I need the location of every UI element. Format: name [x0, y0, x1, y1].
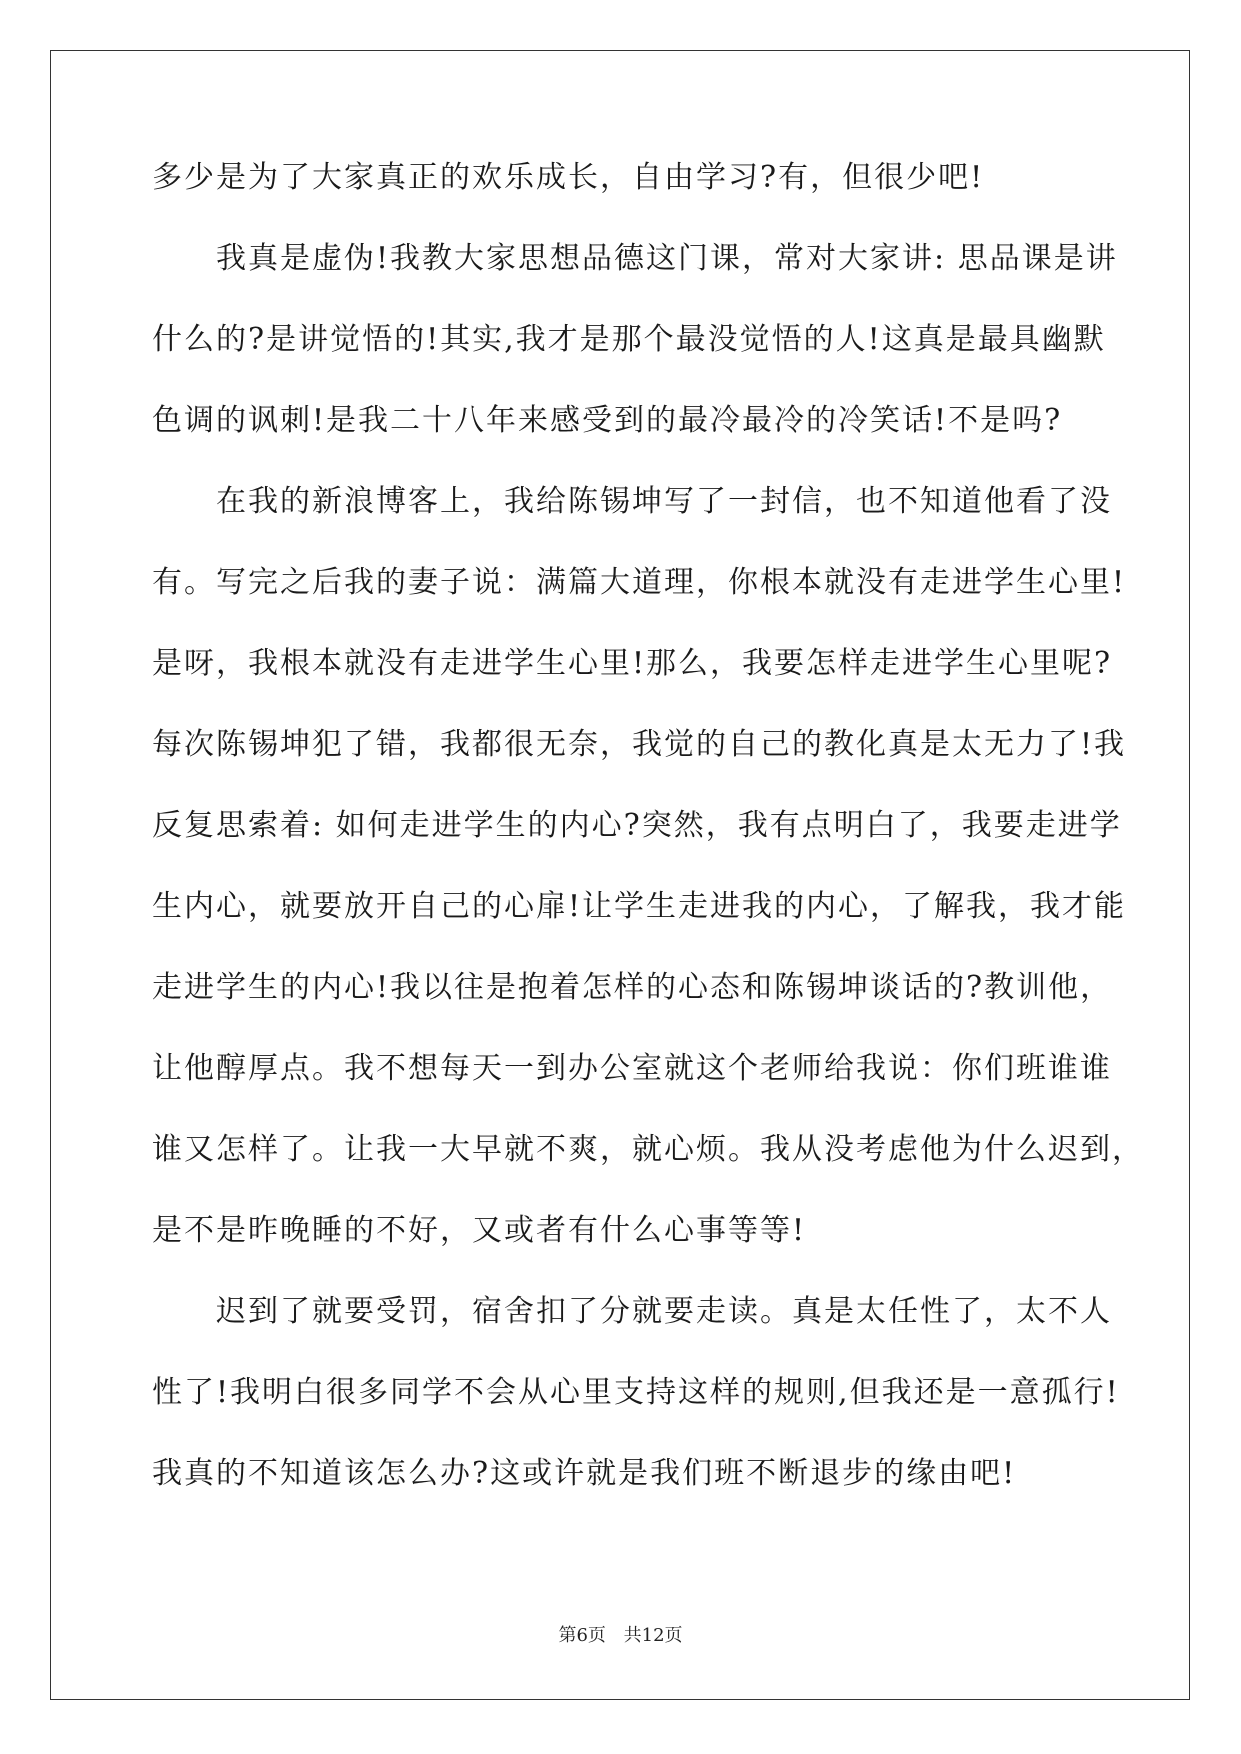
text-line: 谁又怎样了。让我一大早就不爽，就心烦。我从没考虑他为什么迟到， [152, 1132, 1144, 1167]
text-line: 我真的不知道该怎么办?这或许就是我们班不断退步的缘由吧! [152, 1456, 1017, 1491]
page-total: 共12页 [623, 1625, 683, 1646]
text-line: 生内心，就要放开自己的心扉!让学生走进我的内心，了解我，我才能 [152, 889, 1127, 924]
page-footer [0, 1621, 1241, 1647]
text-line: 有。写完之后我的妻子说：满篇大道理，你根本就没有走进学生心里! [152, 565, 1127, 600]
text-line: 是不是昨晚睡的不好，又或者有什么心事等等! [152, 1213, 807, 1248]
text-line: 在我的新浪博客上，我给陈锡坤写了一封信，也不知道他看了没 [152, 484, 1112, 519]
text-line: 什么的?是讲觉悟的!其实,我才是那个最没觉悟的人!这真是最具幽默 [152, 322, 1106, 357]
text-line: 迟到了就要受罚，宿舍扣了分就要走读。真是太任性了，太不人 [152, 1294, 1112, 1329]
text-line: 性了!我明白很多同学不会从心里支持这样的规则,但我还是一意孤行! [152, 1375, 1120, 1410]
text-line: 我真是虚伪!我教大家思想品德这门课，常对大家讲: 思品课是讲 [152, 241, 1118, 276]
document-body [152, 160, 1144, 1537]
text-line: 每次陈锡坤犯了错，我都很无奈，我觉的自己的教化真是太无力了!我 [152, 727, 1127, 762]
text-line: 多少是为了大家真正的欢乐成长，自由学习?有，但很少吧! [152, 160, 985, 195]
text-line: 让他醇厚点。我不想每天一到办公室就这个老师给我说：你们班谁谁 [152, 1051, 1112, 1086]
text-line: 反复思索着: 如何走进学生的内心?突然，我有点明白了，我要走进学 [152, 808, 1122, 843]
text-line: 走进学生的内心!我以往是抱着怎样的心态和陈锡坤谈话的?教训他， [152, 970, 1113, 1005]
page-number: 第6页 [558, 1625, 606, 1646]
text-line: 是呀，我根本就没有走进学生心里!那么，我要怎样走进学生心里呢? [152, 646, 1113, 681]
text-line: 色调的讽刺!是我二十八年来感受到的最冷最冷的冷笑话!不是吗? [152, 403, 1063, 438]
